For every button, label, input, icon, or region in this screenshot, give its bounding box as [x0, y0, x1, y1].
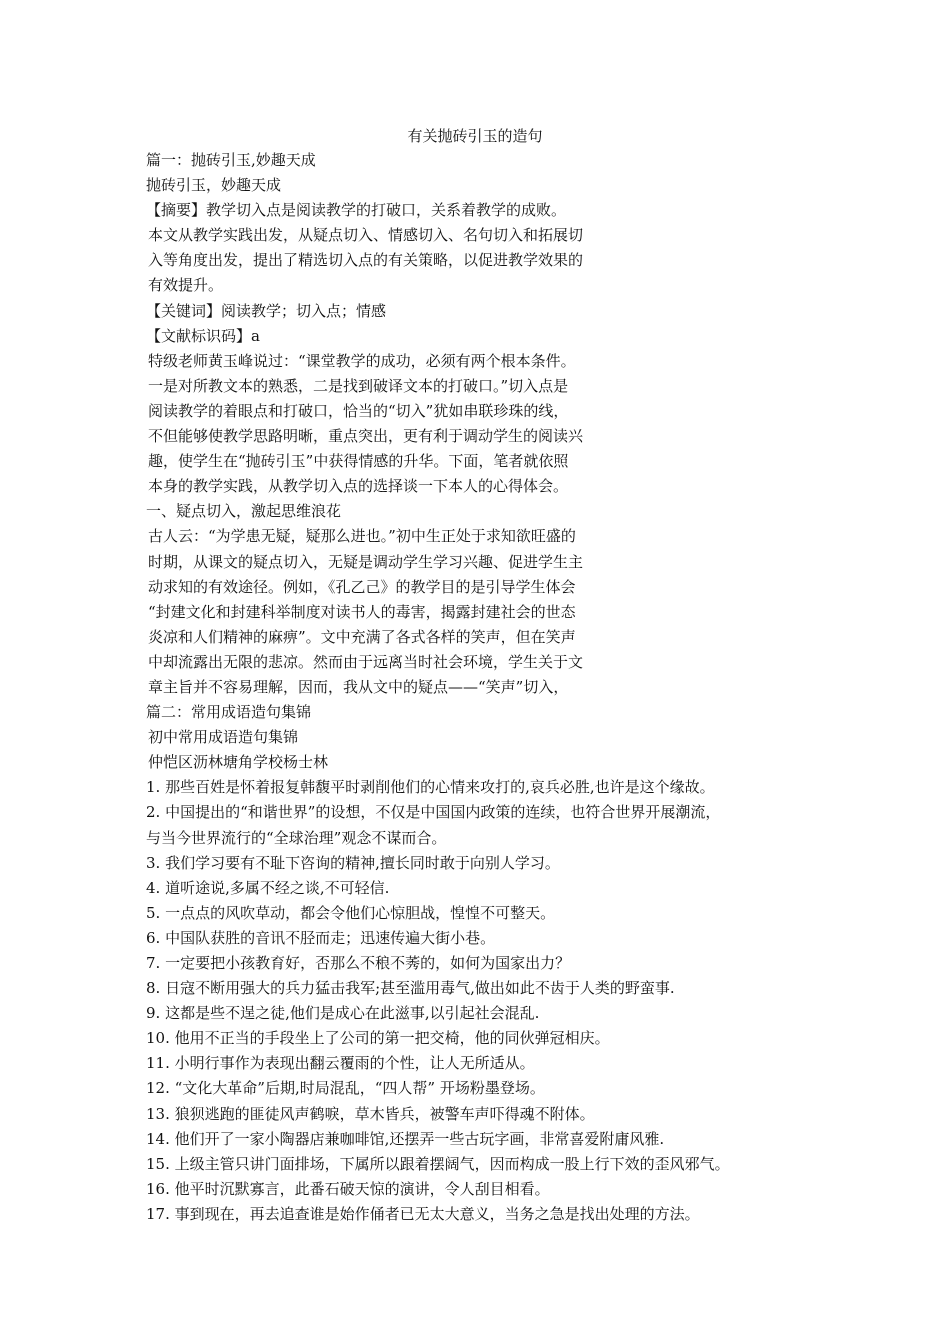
text-line: 炎凉和人们精神的麻痹”。文中充满了各式各样的笑声，但在笑声: [148, 627, 576, 646]
text-line: 5. 一点点的风吹草动，都会令他们心惊胆战，惶惶不可整天。: [146, 903, 556, 922]
text-line: 6. 中国队获胜的音讯不胫而走；迅速传遍大街小巷。: [146, 928, 496, 947]
text-line: 与当今世界流行的“全球治理”观念不谋而合。: [146, 828, 447, 847]
text-line: 特级老师黄玉峰说过：“课堂教学的成功，必须有两个根本条件。: [148, 351, 576, 370]
text-line: 篇一：抛砖引玉,妙趣天成: [146, 151, 316, 169]
text-line: 一是对所教文本的熟悉，二是找到破译文本的打破口。”切入点是: [148, 376, 569, 395]
document-body: [146, 148, 826, 1227]
text-line: 15. 上级主管只讲门面排场，下属所以跟着摆阔气，因而构成一股上行下效的歪风邪气。: [146, 1154, 730, 1173]
text-line: 8. 日寇不断用强大的兵力猛击我军;甚至滥用毒气,做出如此不齿于人类的野蛮事.: [146, 979, 675, 998]
text-line: 7. 一定要把小孩教育好，否那么不稂不莠的，如何为国家出力？: [146, 954, 571, 972]
text-line: 不但能够使教学思路明晰，重点突出，更有利于调动学生的阅读兴: [148, 427, 584, 446]
text-line: 【文献标识码】a: [146, 326, 260, 345]
text-line: 本身的教学实践，从教学切入点的选择谈一下本人的心得体会。: [148, 477, 569, 496]
text-line: 时期，从课文的疑点切入，无疑是调动学生学习兴趣、促进学生主: [148, 552, 584, 571]
document-title: 有关抛砖引玉的造句: [407, 127, 543, 145]
text-line: 趣，使学生在“抛砖引玉”中获得情感的升华。下面，笔者就依照: [148, 452, 569, 471]
text-line: “封建文化和封建科举制度对读书人的毒害，揭露封建社会的世态: [148, 602, 576, 621]
text-line: 本文从教学实践出发，从疑点切入、情感切入、名句切入和拓展切: [148, 226, 584, 245]
text-line: 10. 他用不正当的手段坐上了公司的第一把交椅，他的同伙弹冠相庆。: [146, 1029, 610, 1048]
text-line: 仲恺区沥林塘角学校杨士林: [148, 753, 329, 772]
text-line: 初中常用成语造句集锦: [148, 728, 299, 747]
text-line: 16. 他平时沉默寡言，此番石破天惊的演讲，令人刮目相看。: [146, 1179, 550, 1198]
text-line: 12. “文化大革命”后期,时局混乱，“四人帮” 开场粉墨登场。: [146, 1079, 545, 1098]
text-line: 9. 这都是些不逞之徒,他们是成心在此滋事,以引起社会混乱.: [146, 1004, 540, 1023]
text-line: 动求知的有效途径。例如，《孔乙己》的教学目的是引导学生体会: [148, 577, 576, 596]
text-line: 章主旨并不容易理解，因而，我从文中的疑点——“笑声”切入，: [148, 677, 569, 696]
text-line: 【关键词】阅读教学；切入点；情感: [146, 301, 387, 320]
text-line: 4. 道听途说,多属不经之谈,不可轻信.: [146, 878, 390, 897]
text-line: 中却流露出无限的悲凉。然而由于远离当时社会环境，学生关于文: [148, 652, 584, 671]
text-line: 抛砖引玉，妙趣天成: [146, 176, 282, 195]
text-line: 一、疑点切入，激起思维浪花: [146, 502, 342, 521]
text-line: 阅读教学的着眼点和打破口，恰当的“切入”犹如串联珍珠的线，: [148, 401, 569, 420]
text-line: 【摘要】教学切入点是阅读教学的打破口，关系着教学的成败。: [146, 201, 567, 220]
text-line: 14. 他们开了一家小陶器店兼咖啡馆,还摆弄一些古玩字画，非常喜爱附庸风雅.: [146, 1129, 665, 1148]
text-line: 2. 中国提出的“和谐世界”的设想，不仅是中国国内政策的连续，也符合世界开展潮流，: [146, 803, 721, 822]
text-line: 1. 那些百姓是怀着报复韩馥平时剥削他们的心情来攻打的,哀兵必胜,也许是这个缘故。: [146, 778, 715, 797]
text-line: 入等角度出发，提出了精选切入点的有关策略，以促进教学效果的: [148, 251, 584, 270]
text-line: 有效提升。: [148, 276, 224, 295]
text-line: 3. 我们学习要有不耻下咨询的精神,擅长同时敢于向别人学习。: [146, 853, 560, 872]
text-line: 古人云：“为学患无疑，疑那么进也。”初中生正处于求知欲旺盛的: [148, 527, 576, 546]
text-line: 17. 事到现在，再去追查谁是始作俑者已无太大意义，当务之急是找出处理的方法。: [146, 1204, 700, 1223]
text-line: 11. 小明行事作为表现出翻云覆雨的个性，让人无所适从。: [146, 1054, 535, 1073]
text-line: 篇二：常用成语造句集锦: [146, 703, 312, 722]
text-line: 13. 狼狈逃跑的匪徒风声鹤唳，草木皆兵，被警车声吓得魂不附体。: [146, 1104, 595, 1123]
